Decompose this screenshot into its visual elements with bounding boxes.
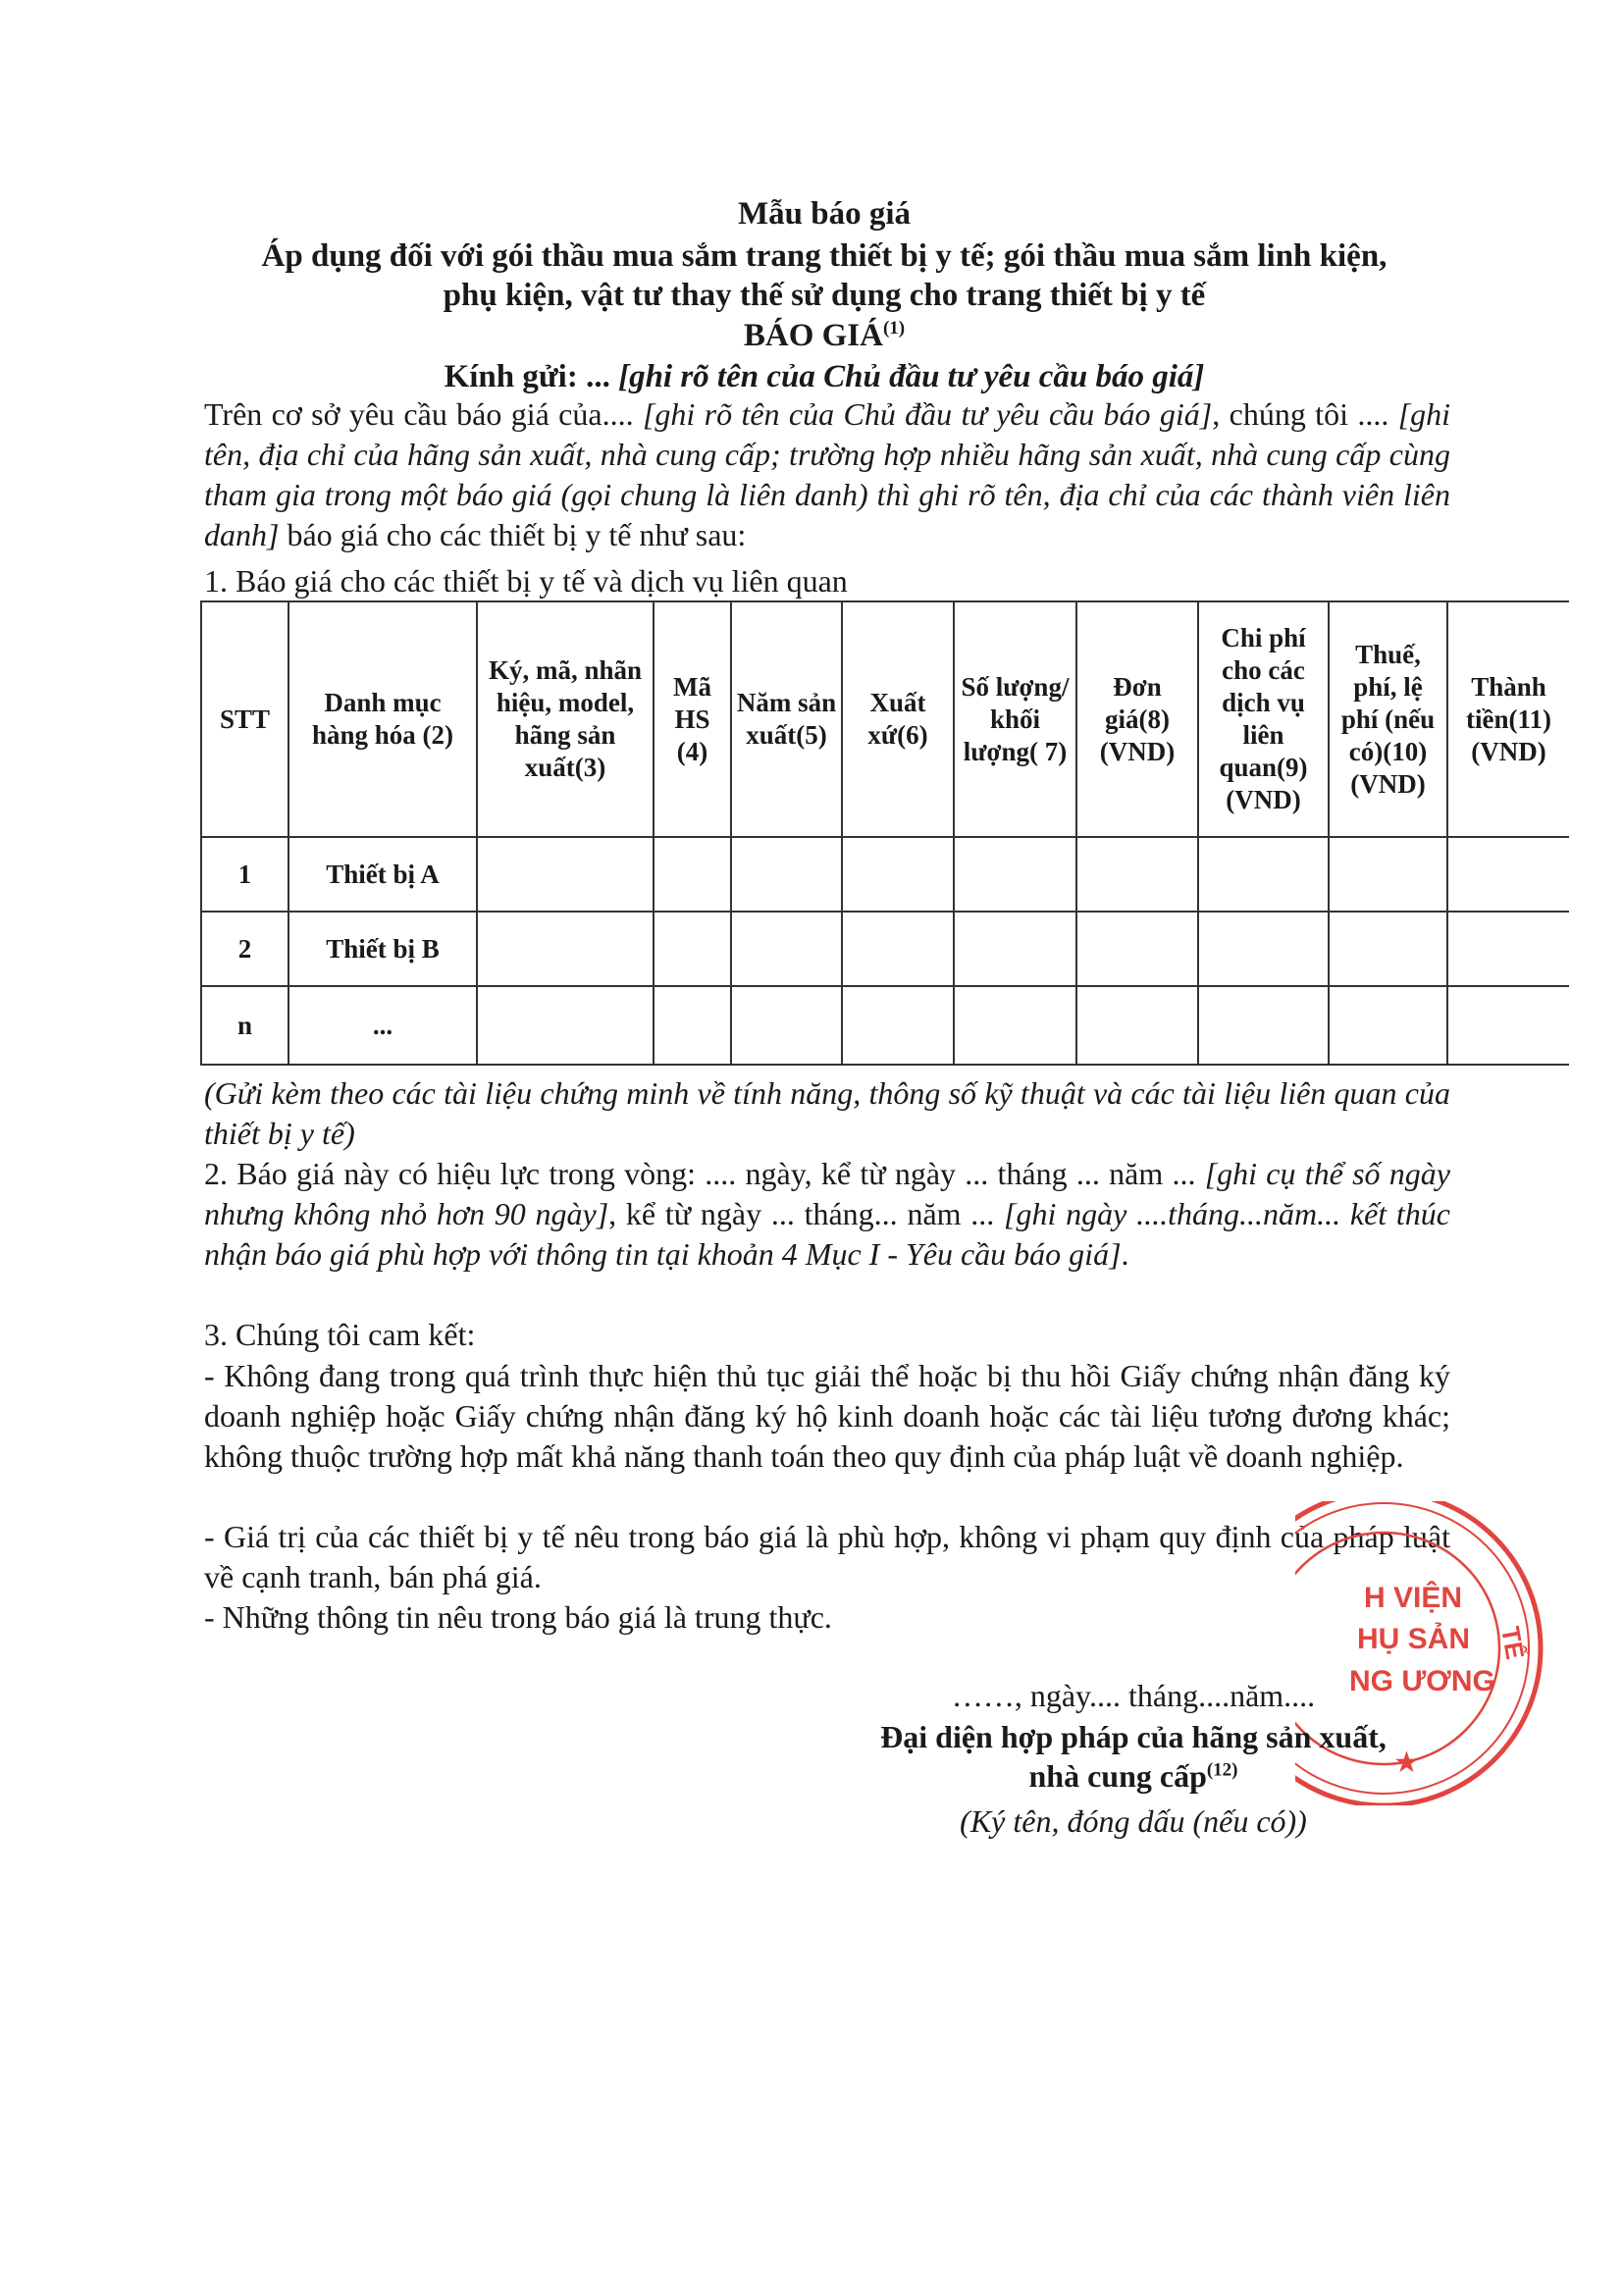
doc-title-footnote: (1) bbox=[882, 318, 906, 339]
table-header-row bbox=[201, 601, 1569, 837]
stamp-text-side: TẾ bbox=[1495, 1624, 1531, 1662]
stt-cell: 1 bbox=[201, 837, 288, 912]
header-cell: Xuất xứ(6) bbox=[842, 601, 954, 837]
commitment-3: - Những thông tin nêu trong báo giá là trung thực. bbox=[204, 1599, 832, 1635]
validity-paragraph: 2. Báo giá này có hiệu lực trong vòng: .... ngày, kể từ ngày ... tháng ... năm ... [ghi cụ thể số ngày nhưng không nhỏ hơn 90 ngày], kể từ ngày ... tháng... năm ... [ghi ngày ....tháng...năm... kết thúc nhận báo giá phù hợp với thông tin tại khoản 4 Mục I - Yêu cầu báo giá]. bbox=[204, 1156, 1451, 1272]
header-cell: Mã HS (4) bbox=[654, 601, 731, 837]
stt-cell: n bbox=[201, 986, 288, 1065]
attachment-note: (Gửi kèm theo các tài liệu chứng minh về tính năng, thông số kỹ thuật và các tài liệu liên quan của thiết bị y tế) bbox=[204, 1075, 1450, 1151]
header-cell: Thuế, phí, lệ phí (nếu có)(10) (VND) bbox=[1329, 601, 1447, 837]
header-cell: Số lượng/ khối lượng( 7) bbox=[954, 601, 1076, 837]
signature-note: (Ký tên, đóng dấu (nếu có)) bbox=[960, 1803, 1307, 1839]
stamp-text-1: H VIỆN bbox=[1364, 1582, 1463, 1614]
item-cell: Thiết bị A bbox=[288, 837, 477, 912]
table-row bbox=[201, 837, 1569, 912]
recipient-line: Kính gửi: ... [ghi rõ tên của Chủ đầu tư yêu cầu báo giá] bbox=[444, 359, 1205, 394]
section-1-title: 1. Báo giá cho các thiết bị y tế và dịch vụ liên quan bbox=[204, 563, 848, 599]
intro-paragraph: Trên cơ sở yêu cầu báo giá của.... [ghi rõ tên của Chủ đầu tư yêu cầu báo giá], chúng tôi .... [ghi tên, địa chỉ của hãng sản xuất, nhà cung cấp; trường hợp nhiều hãng sản xuất, nhà cung cấp cùng tham gia trong một báo giá (gọi chung là liên danh) thì ghi rõ tên, địa chỉ của các thành viên liên danh] báo giá cho các thiết bị y tế như sau: bbox=[204, 396, 1451, 552]
stamp-text-2: HỤ SẢN bbox=[1357, 1623, 1471, 1655]
header-cell: STT bbox=[201, 601, 288, 837]
quotation-table bbox=[200, 600, 1569, 1066]
stamp-star: ★ bbox=[1393, 1747, 1420, 1779]
commitment-2: - Giá trị của các thiết bị y tế nêu trong báo giá là phù hợp, không vi phạm quy định của pháp luật về cạnh tranh, bán phá giá. bbox=[204, 1519, 1450, 1594]
header-cell: Chi phí cho các dịch vụ liên quan(9) (VND) bbox=[1198, 601, 1329, 837]
signature-role-line-1: Đại diện hợp pháp của hãng sản xuất, bbox=[880, 1719, 1387, 1754]
signature-date-line: ……, ngày.... tháng....năm.... bbox=[951, 1678, 1316, 1713]
table-row bbox=[201, 986, 1569, 1065]
scope-line-1: Áp dụng đối với gói thầu mua sắm trang thiết bị y tế; gói thầu mua sắm linh kiện, bbox=[261, 238, 1387, 274]
item-cell: ... bbox=[288, 986, 477, 1065]
header-cell: Ký, mã, nhãn hiệu, model, hãng sản xuất(3) bbox=[477, 601, 654, 837]
commitment-1: - Không đang trong quá trình thực hiện thủ tục giải thể hoặc bị thu hồi Giấy chứng nhận đăng ký doanh nghiệp hoặc Giấy chứng nhận đăng ký hộ kinh doanh hoặc các tài liệu tương đương khác; không thuộc trường hợp mất khả năng thanh toán theo quy định của pháp luật về doanh nghiệp. bbox=[204, 1358, 1450, 1474]
header-cell: Đơn giá(8) (VND) bbox=[1076, 601, 1198, 837]
doc-title: BÁO GIÁ$^{(1)}$ bbox=[743, 318, 906, 353]
stt-cell: 2 bbox=[201, 912, 288, 986]
header-cell: Danh mục hàng hóa (2) bbox=[288, 601, 477, 837]
form-title: Mẫu báo giá bbox=[737, 196, 912, 232]
header-cell: Thành tiền(11) (VND) bbox=[1447, 601, 1569, 837]
item-cell: Thiết bị B bbox=[288, 912, 477, 986]
scope-line-2: phụ kiện, vật tư thay thế sử dụng cho trang thiết bị y tế bbox=[443, 278, 1206, 313]
signature-role-line-2: nhà cung cấp$^{(12)}$ bbox=[1028, 1758, 1238, 1794]
stamp-text-3: NG ƯƠNG bbox=[1349, 1665, 1495, 1697]
commitment-title: 3. Chúng tôi cam kết: bbox=[204, 1317, 476, 1352]
table-row bbox=[201, 912, 1569, 986]
header-cell: Năm sản xuất(5) bbox=[731, 601, 842, 837]
role-footnote: (12) bbox=[1206, 1759, 1238, 1781]
